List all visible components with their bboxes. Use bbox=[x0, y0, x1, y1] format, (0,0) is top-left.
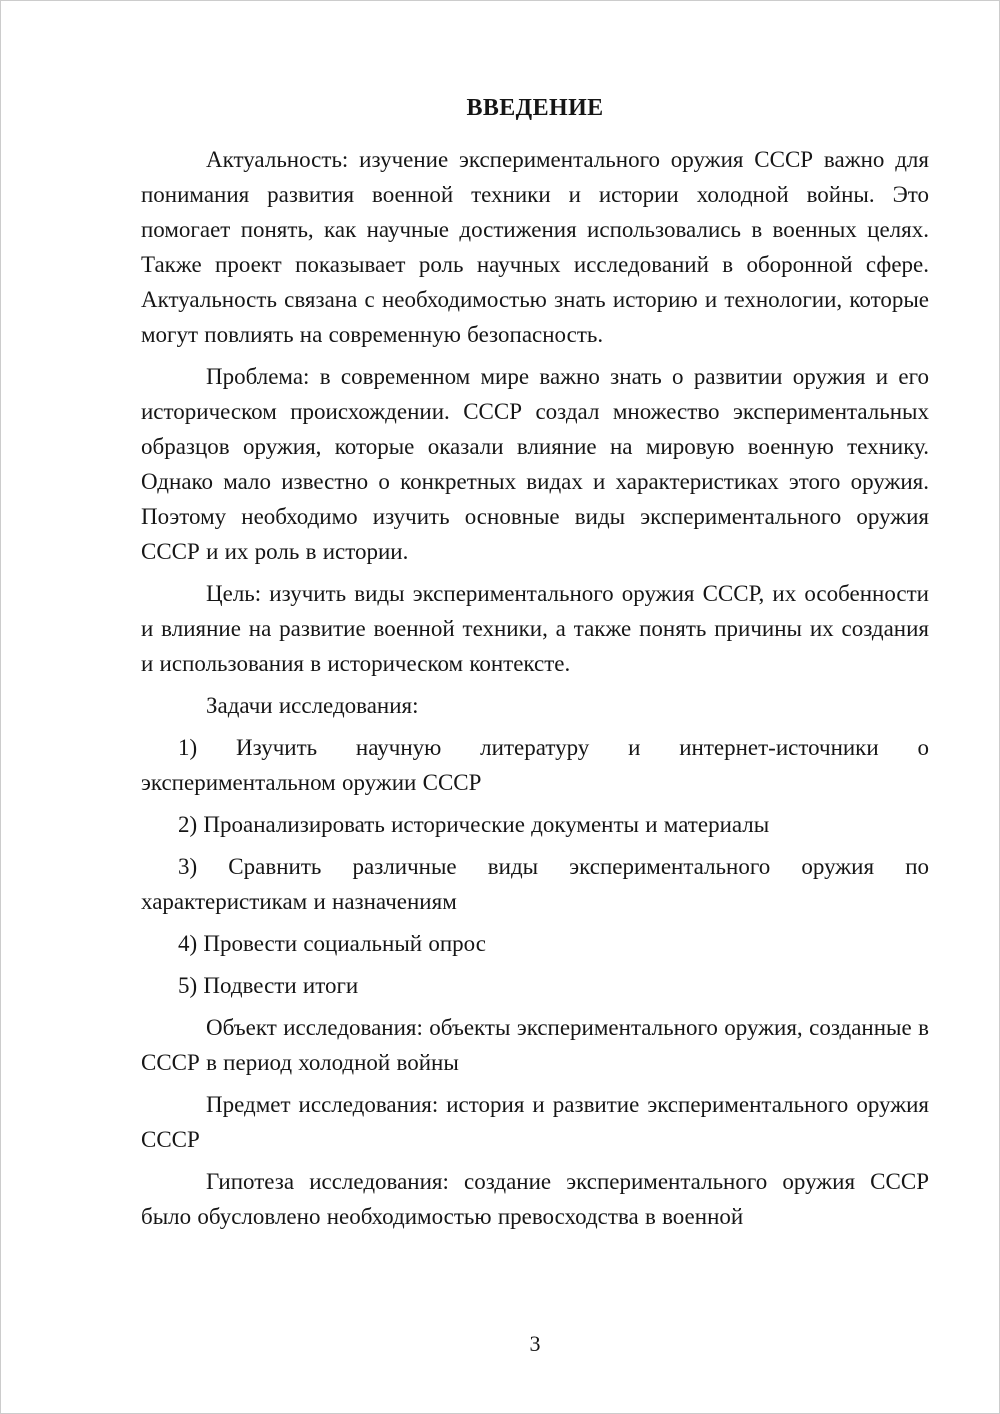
paragraph-predmet: Предмет исследования: история и развитие экспериментального оружия СССР bbox=[141, 1092, 929, 1152]
list-item-2: 2) Проанализировать исторические документы и материалы bbox=[178, 812, 770, 837]
list-item-1: 1) Изучить научную литературу и интернет-источники о экспериментальном оружии СССР bbox=[141, 735, 929, 795]
paragraph-obyekt: Объект исследования: объекты экспериментального оружия, созданные в СССР в период холодной войны bbox=[141, 1015, 929, 1075]
document-page bbox=[1, 1, 999, 1234]
list-item-5: 5) Подвести итоги bbox=[178, 973, 359, 998]
paragraph-gipoteza: Гипотеза исследования: создание экспериментального оружия СССР было обусловлено необходимостью превосходства в военной bbox=[141, 1169, 929, 1229]
paragraph-zadachi-heading: Задачи исследования: bbox=[206, 693, 419, 718]
document-body bbox=[141, 142, 929, 1234]
document-title: ВВЕДЕНИЕ bbox=[466, 95, 604, 121]
paragraph-tsel: Цель: изучить виды экспериментального оружия СССР, их особенности и влияние на развитие военной техники, а также понять причины их создания и использования в историческом контексте. bbox=[141, 581, 929, 676]
paragraph-aktualnost: Актуальность: изучение экспериментального оружия СССР важно для понимания развития военной техники и истории холодной войны. Это помогает понять, как научные достижения использовались в военных целях. Также проект показывает роль научных исследований в оборонной сфере. Актуальность связана с необходимостью знать историю и технологии, которые могут повлиять на современную безопасность. bbox=[141, 147, 929, 347]
paragraph-problema: Проблема: в современном мире важно знать о развитии оружия и его историческом происхождении. СССР создал множество экспериментальных образцов оружия, которые оказали влияние на мировую военную технику. Однако мало известно о конкретных видах и характеристиках этого оружия. Поэтому необходимо изучить основные виды экспериментального оружия СССР и их роль в истории. bbox=[141, 364, 929, 564]
page-number: 3 bbox=[529, 1331, 541, 1356]
list-item-4: 4) Провести социальный опрос bbox=[178, 931, 486, 956]
list-item-3: 3) Сравнить различные виды экспериментального оружия по характеристикам и назначениям bbox=[141, 854, 929, 914]
